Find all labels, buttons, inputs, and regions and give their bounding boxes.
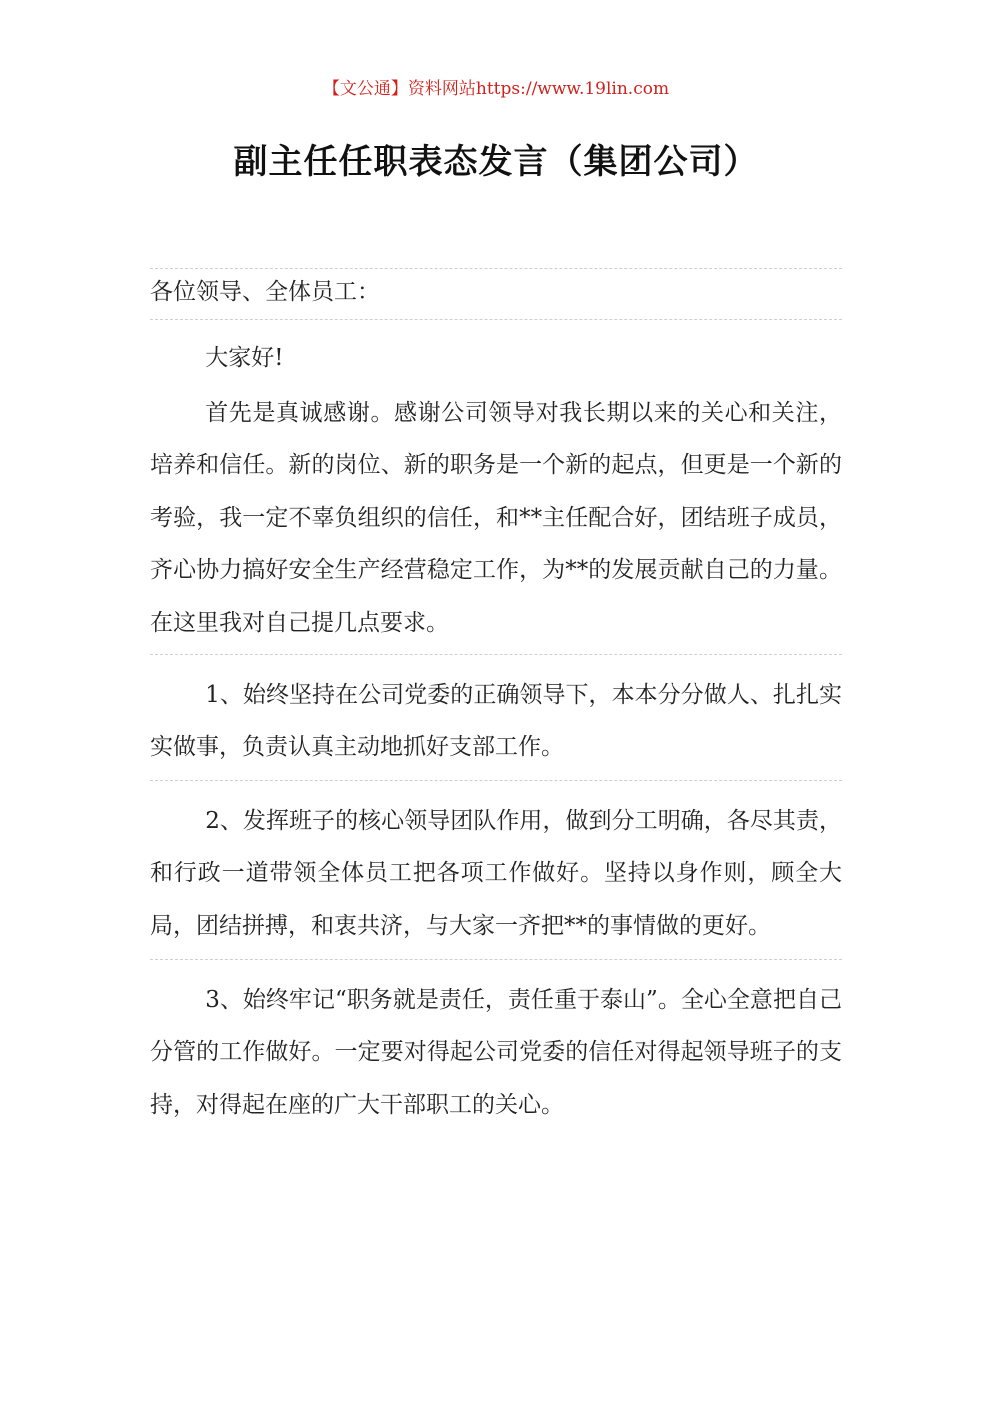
- point-3: 3、始终牢记“职务就是责任，责任重于泰山”。全心全意把自己分管的工作做好。一定要对得起公司党委的信任对得起领导班子的支持，对得起在座的广大干部职工的关心。: [150, 986, 842, 1118]
- salutation: 各位领导、全体员工：: [150, 279, 380, 305]
- greeting: 大家好!: [205, 345, 284, 371]
- site-header: 【文公通】资料网站https://www.19lin.com: [322, 79, 670, 99]
- document-body: [150, 268, 842, 1131]
- point-1: 1、始终坚持在公司党委的正确领导下，本本分分做人、扎扎实实做事，负责认真主动地抓好支部工作。: [150, 681, 842, 761]
- intro-paragraph: 首先是真诚感谢。感谢公司领导对我长期以来的关心和关注，培养和信任。新的岗位、新的职务是一个新的起点，但更是一个新的考验，我一定不辜负组织的信任，和**主任配合好，团结班子成员，齐心协力搞好安全生产经营稳定工作，为**的发展贡献自己的力量。在这里我对自己提几点要求。: [150, 399, 842, 636]
- point-2: 2、发挥班子的核心领导团队作用，做到分工明确，各尽其责，和行政一道带领全体员工把各项工作做好。坚持以身作则，顾全大局，团结拼搏，和衷共济，与大家一齐把**的事情做的更好。: [150, 807, 842, 939]
- document-title: 副主任任职表态发言（集团公司）: [233, 142, 759, 182]
